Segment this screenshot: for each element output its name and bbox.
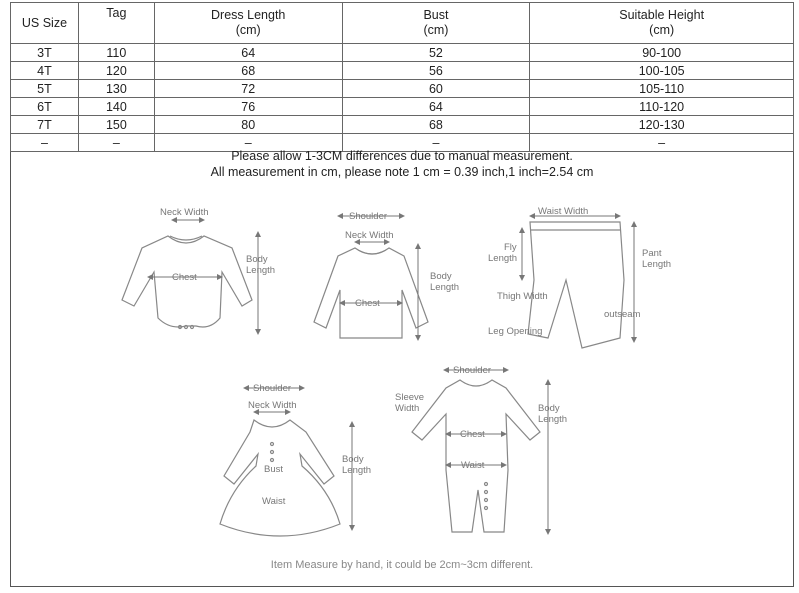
label-romper-waist: Waist	[461, 460, 485, 471]
header-tag: Tag	[78, 3, 154, 44]
table-cell: –	[154, 134, 342, 152]
table-cell: 150	[78, 116, 154, 134]
table-cell: 120	[78, 62, 154, 80]
table-cell: 90-100	[530, 44, 794, 62]
header-suitable-height: Suitable Height (cm)	[530, 3, 794, 44]
label-dress-body-1: Body	[342, 454, 364, 465]
table-cell: 110	[78, 44, 154, 62]
table-cell: 130	[78, 80, 154, 98]
table-cell: 72	[154, 80, 342, 98]
label-pants-fly-2: Length	[488, 253, 518, 264]
label-dress-bust: Bust	[264, 464, 284, 475]
header-bust: Bust (cm)	[342, 3, 530, 44]
table-cell: 5T	[11, 80, 79, 98]
romper-illustration	[412, 380, 540, 532]
label-romper-body-1: Body	[538, 403, 560, 414]
table-cell: 100-105	[530, 62, 794, 80]
label-shirt-chest: Chest	[355, 298, 380, 309]
table-cell: –	[530, 134, 794, 152]
label-bodysuit-neck: Neck Width	[160, 207, 209, 218]
table-cell: 7T	[11, 116, 79, 134]
label-dress-neck: Neck Width	[248, 400, 297, 411]
table-cell: 64	[342, 98, 530, 116]
table-cell: 60	[342, 80, 530, 98]
table-cell: 140	[78, 98, 154, 116]
label-bodysuit-chest: Chest	[172, 272, 197, 283]
label-bodysuit-body-2: Length	[246, 265, 276, 276]
label-shirt-body-1: Body	[430, 271, 452, 282]
label-dress-waist: Waist	[262, 496, 286, 507]
table-cell: 6T	[11, 98, 79, 116]
table-cell: 110-120	[530, 98, 794, 116]
table-cell: –	[78, 134, 154, 152]
label-pants-fly-1: Fly	[504, 242, 517, 253]
header-dress-length: Dress Length (cm)	[154, 3, 342, 44]
label-pants-pant-2: Length	[642, 259, 672, 270]
label-pants-leg: Leg Opening	[488, 326, 543, 337]
table-cell: 80	[154, 116, 342, 134]
label-pants-thigh: Thigh Width	[497, 291, 548, 302]
table-cell: 120-130	[530, 116, 794, 134]
table-cell: 68	[342, 116, 530, 134]
label-dress-shoulder: Shoulder	[253, 383, 292, 394]
table-cell: 68	[154, 62, 342, 80]
table-cell: 52	[342, 44, 530, 62]
table-cell: –	[11, 134, 79, 152]
label-bodysuit-body-1: Body	[246, 254, 268, 265]
footer-note: Item Measure by hand, it could be 2cm~3cm different.	[270, 559, 534, 571]
dress-illustration	[220, 420, 340, 536]
label-romper-shoulder: Shoulder	[453, 365, 492, 376]
label-shirt-body-2: Length	[430, 282, 460, 293]
label-pants-pant-1: Pant	[642, 248, 662, 259]
table-cell: 4T	[11, 62, 79, 80]
header-us-size: US Size	[11, 3, 79, 44]
label-pants-waist: Waist Width	[538, 206, 589, 217]
label-shirt-shoulder: Shoulder	[349, 211, 388, 222]
label-romper-sleeve-1: Sleeve	[395, 392, 425, 403]
table-cell: 56	[342, 62, 530, 80]
label-romper-sleeve-2: Width	[395, 403, 420, 414]
shirt-illustration	[314, 248, 428, 338]
table-cell: 76	[154, 98, 342, 116]
note-line-2: All measurement in cm, please note 1 cm = 0.39 inch,1 inch=2.54 cm	[210, 165, 594, 179]
table-cell: 105-110	[530, 80, 794, 98]
label-romper-body-2: Length	[538, 414, 568, 425]
table-cell: –	[342, 134, 530, 152]
table-cell: 64	[154, 44, 342, 62]
note-line-1: Please allow 1-3CM differences due to manual measurement.	[231, 149, 573, 163]
label-dress-body-2: Length	[342, 465, 372, 476]
table-cell: 3T	[11, 44, 79, 62]
label-shirt-neck: Neck Width	[345, 230, 394, 241]
label-romper-chest: Chest	[460, 429, 485, 440]
label-pants-outseam: outseam	[604, 309, 641, 320]
